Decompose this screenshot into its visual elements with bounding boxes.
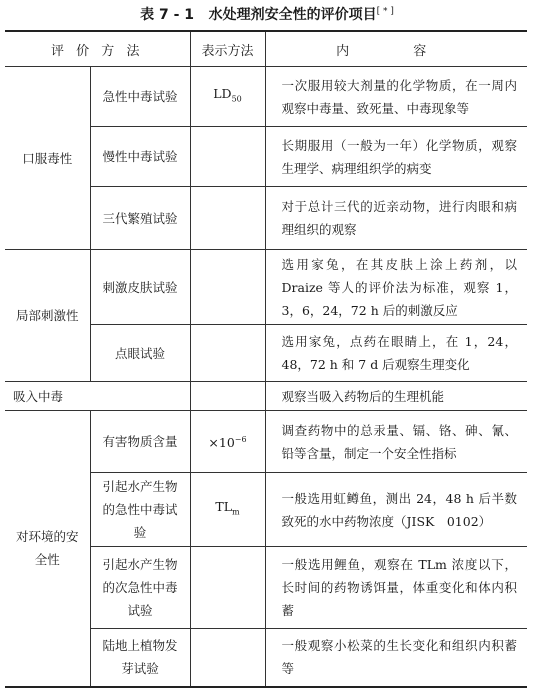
method-cell: 陆地上植物发芽试验 xyxy=(90,629,190,687)
header-representation: 表示方法 xyxy=(190,31,265,67)
rep-cell: $\times 10^{-6}$ xyxy=(190,411,265,473)
rep-cell xyxy=(190,250,265,325)
group-oral: 口服毒性 xyxy=(5,67,90,250)
group-inhalation: 吸入中毒 xyxy=(5,382,190,411)
rep-cell xyxy=(190,547,265,629)
group-environment xyxy=(5,411,90,687)
method-cell: 引起水产生物的急性中毒试验 xyxy=(90,473,190,547)
rep-cell xyxy=(190,127,265,187)
method-cell: 刺激皮肤试验 xyxy=(90,250,190,325)
table-row xyxy=(5,67,527,127)
rep-cell: $LD_{50}$ xyxy=(190,67,265,127)
method-cell: 点眼试验 xyxy=(90,325,190,382)
rep-cell xyxy=(190,325,265,382)
content-cell: 长期服用（一般为一年）化学物质，观察生理学、病理组织学的病变 xyxy=(265,127,527,187)
content-cell: 对于总计三代的近亲动物，进行肉眼和病理组织的观察 xyxy=(265,187,527,250)
content-cell: 观察当吸入药物后的生理机能 xyxy=(265,382,527,411)
method-cell: 有害物质含量 xyxy=(90,411,190,473)
header-row xyxy=(5,31,527,67)
rep-cell: $TL_m$ xyxy=(190,473,265,547)
method-cell: 急性中毒试验 xyxy=(90,67,190,127)
content-cell: 选用家兔，在其皮肤上涂上药剂，以 Draize 等人的评价法为标准，观察 1，3，6，24，72 h 后的刺激反应 xyxy=(265,250,527,325)
caption-number: 表 7 - 1 xyxy=(140,7,195,23)
group-local: 局部刺激性 xyxy=(5,250,90,382)
content-cell: 调查药物中的总汞量、镉、铬、砷、氰、铅等含量，制定一个安全性指标 xyxy=(265,411,527,473)
content-cell: 一般观察小松菜的生长变化和组织内积蓄等 xyxy=(265,629,527,687)
table-row xyxy=(5,250,527,325)
method-cell: 引起水产生物的次急性中毒试验 xyxy=(90,547,190,629)
rep-cell xyxy=(190,629,265,687)
content-cell: 选用家兔，点药在眼睛上，在 1，24，48，72 h 和 7 d 后观察生理变化 xyxy=(265,325,527,382)
rep-cell xyxy=(190,382,265,411)
caption-title: 水处理剂安全性的评价项目 xyxy=(208,7,377,23)
header-content: 内 容 xyxy=(265,31,527,67)
rep-cell xyxy=(190,187,265,250)
content-cell: 一次服用较大剂量的化学物质，在一周内观察中毒量、致死量、中毒现象等 xyxy=(265,67,527,127)
method-cell: 三代繁殖试验 xyxy=(90,187,190,250)
evaluation-table xyxy=(5,30,527,688)
table-row xyxy=(5,382,527,411)
header-method: 评 价 方 法 xyxy=(5,31,190,67)
group-environment-label: 对环境的安全性 xyxy=(15,529,79,568)
method-cell: 慢性中毒试验 xyxy=(90,127,190,187)
table-row xyxy=(5,411,527,473)
content-cell: 一般选用鲤鱼，观察在 TLm 浓度以下，长时间的药物诱饵量，体重变化和体内积蓄 xyxy=(265,547,527,629)
caption-citation: [ * ] xyxy=(376,6,394,17)
content-cell: 一般选用虹鳟鱼，测出 24，48 h 后半数致死的水中药物浓度（JISK 0102） xyxy=(265,473,527,547)
table-caption xyxy=(0,4,534,24)
